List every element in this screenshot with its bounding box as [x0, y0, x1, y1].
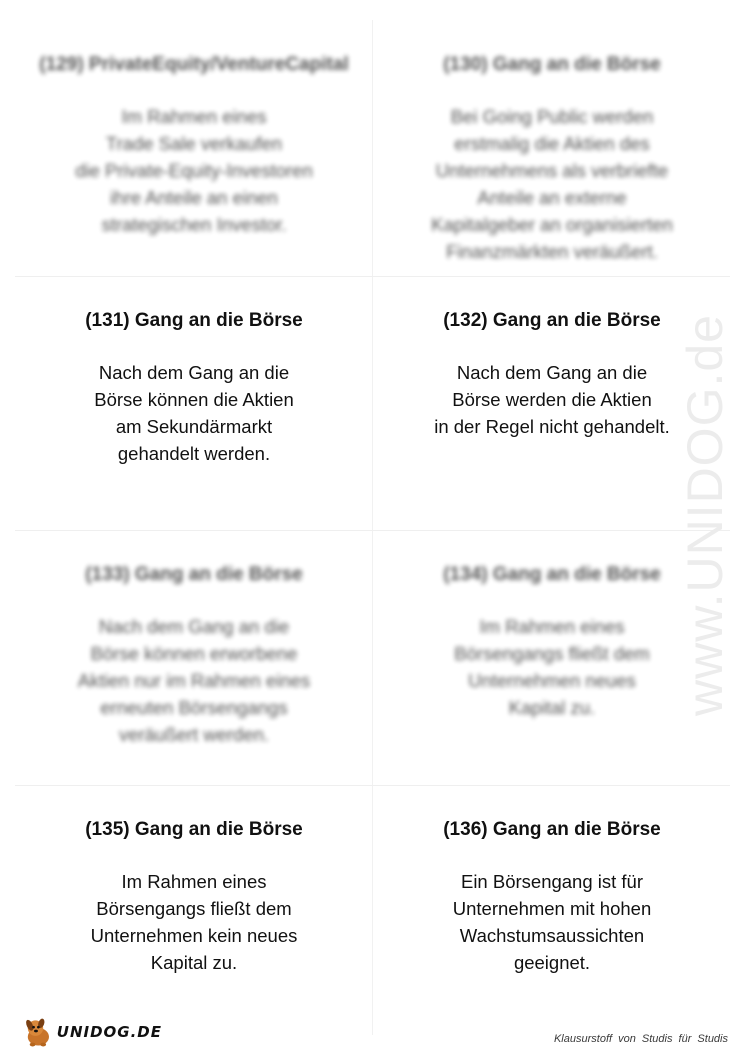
- card-title: (129) PrivateEquity/VentureCapital: [39, 54, 349, 75]
- card-body: Im Rahmen eines Trade Sale verkaufen die Private-Equity-Investoren ihre Anteile an einen strategischen Investor.: [75, 106, 313, 235]
- logo-text: UNIDOG.DE: [56, 1023, 162, 1041]
- flashcard-133: [15, 530, 373, 784]
- watermark-text: www.UNIDOG.de: [677, 314, 733, 716]
- card-title: (136) Gang an die Börse: [443, 819, 661, 840]
- card-title: (130) Gang an die Börse: [443, 54, 661, 75]
- flashcard-132: [373, 276, 731, 530]
- flashcard-129: [15, 20, 373, 274]
- flashcard-135: [15, 785, 373, 1039]
- flashcard-130: [373, 20, 731, 274]
- card-body: Im Rahmen eines Börsengangs fließt dem Unternehmen neues Kapital zu.: [454, 616, 650, 718]
- footer-tagline: Klausurstoff von Studis für Studis: [553, 1033, 728, 1045]
- card-body: Bei Going Public werden erstmalig die Aktien des Unternehmens als verbriefte Anteile an externe Kapitalgeber an organisierten Finanzmärkten veräußert.: [431, 106, 673, 262]
- card-body: Nach dem Gang an die Börse können erworbene Aktien nur im Rahmen eines erneuten Börsengangs veräußert werden.: [77, 616, 311, 745]
- card-body: Nach dem Gang an die Börse können die Aktien am Sekundärmarkt gehandelt werden.: [94, 362, 294, 464]
- card-title: (134) Gang an die Börse: [443, 564, 661, 585]
- card-title: (133) Gang an die Börse: [85, 564, 303, 585]
- dog-mascot-icon: [22, 1015, 55, 1049]
- card-title: (131) Gang an die Börse: [85, 310, 303, 331]
- unidog-logo[interactable]: [22, 1014, 162, 1050]
- card-body: Nach dem Gang an die Börse werden die Aktien in der Regel nicht gehandelt.: [434, 362, 670, 437]
- card-body: Im Rahmen eines Börsengangs fließt dem Unternehmen kein neues Kapital zu.: [90, 871, 298, 973]
- card-body: Ein Börsengang ist für Unternehmen mit hohen Wachstumsaussichten geeignet.: [452, 871, 652, 973]
- card-title: (135) Gang an die Börse: [85, 819, 303, 840]
- flashcard-134: [373, 530, 731, 784]
- flashcard-131: [15, 276, 373, 530]
- card-title: (132) Gang an die Börse: [443, 310, 661, 331]
- flashcard-136: [373, 785, 731, 1039]
